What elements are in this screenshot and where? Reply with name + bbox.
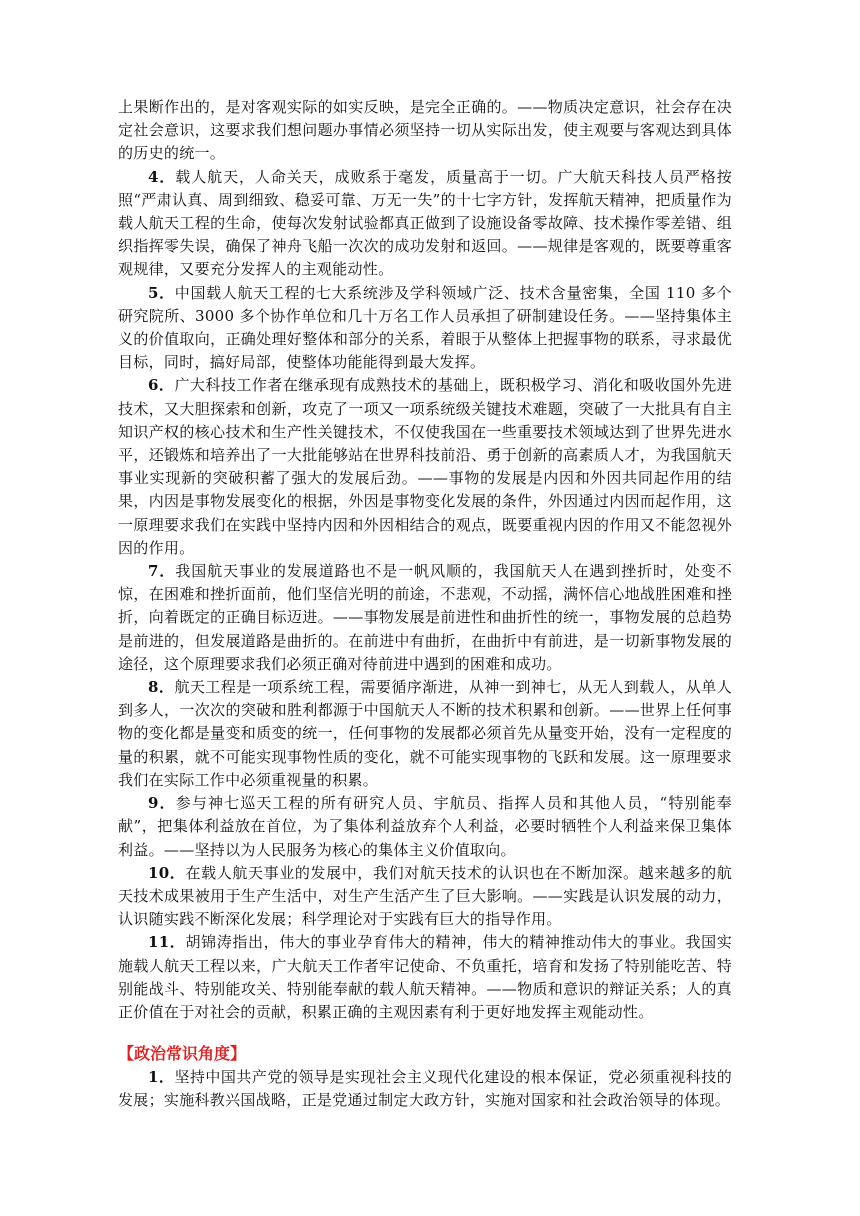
item-text: 我国航天事业的发展道路也不是一帆风顺的，我国航天人在遇到挫折时，处变不惊，在困难和挫折面前，他们坚信光明的前途，不悲观，不动摇，满怀信心地战胜困难和挫折，向着既定的正确目标迈进。——事物发展是前进性和曲折性的统一，事物发展的总趋势是前进的，但发展道路是曲折的。在前进中有曲折，在曲折中有前进，是一切新事物发展的途径，这个原理要求我们必须正确对待前进中遇到的困难和成功。 <box>118 562 732 673</box>
item-text: 参与神七巡天工程的所有研究人员、宇航员、指挥人员和其他人员，“特别能奉献”，把集体利益放在首位，为了集体利益放弃个人利益，必要时牺牲个人利益来保卫集体利益。——坚持以为人民服务为核心的集体主义价值取向。 <box>118 794 733 859</box>
section-item-1-paragraph <box>118 1066 732 1112</box>
item-7-paragraph <box>118 560 732 676</box>
item-text: 载人航天，人命关天，成败系于毫发，质量高于一切。广大航天科技人员严格按照“严肃认真、周到细致、稳妥可靠、万无一失”的十七字方针，发挥航天精神，把质量作为载人航天工程的生命，使每次发射试验都真正做到了设施设备零故障、技术操作零差错、组织指挥零失误，确保了神舟飞船一次次的成功发射和返回。——规律是客观的，既要尊重客观规律，又要充分发挥人的主观能动性。 <box>118 167 732 279</box>
item-number: 7． <box>148 562 176 581</box>
item-text: 胡锦涛指出，伟大的事业孕育伟大的精神，伟大的精神推动伟大的事业。我国实施载人航天工程以来，广大航天工作者牢记使命、不负重托，培育和发扬了特别能吃苦、特别能战斗、特别能攻关、特别能奉献的载人航天精神。——物质和意识的辩证关系；人的真正价值在于对社会的贡献，积累正确的主观因素有利于更好地发挥主观能动性。 <box>118 933 732 1021</box>
item-6-paragraph <box>118 374 732 560</box>
item-text: 在载人航天事业的发展中，我们对航天技术的认识也在不断加深。越来越多的航天技术成果被用于生产生活中，对生产生活产生了巨大影响。——实践是认识发展的动力，认识随实践不断深化发展；科学理论对于实践有巨大的指导作用。 <box>118 863 732 929</box>
item-text: 中国载人航天工程的七大系统涉及学科领域广泛、技术含量密集，全国 110 多个研究院所、3000 多个协作单位和几十万名工作人员承担了研制建设任务。——坚持集体主义的价值取向，正确处理好整体和部分的关系，着眼于从整体上把握事物的联系，寻求最优目标，同时，搞好局部，使整体功能能得到最大发挥。 <box>118 283 732 372</box>
item-number: 8． <box>148 678 175 697</box>
continuation-paragraph: 上果断作出的，是对客观实际的如实反映，是完全正确的。——物质决定意识，社会存在决定社会意识，这要求我们想问题办事情必须坚持一切从实际出发，使主观要与客观达到具体的历史的统一。 <box>118 98 732 163</box>
item-8-paragraph <box>118 676 732 792</box>
item-5-paragraph <box>118 282 732 375</box>
item-number: 10． <box>148 863 186 882</box>
item-text: 广大科技工作者在继承现有成熟技术的基础上，既积极学习、消化和吸收国外先进技术，又大胆探索和创新，攻克了一项又一项系统级关键技术难题，突破了一大批具有自主知识产权的核心技术和生产性关键技术，不仅使我国在一些重要技术领域达到了世界先进水平，还锻炼和培养出了一大批能够站在世界科技前沿、勇于创新的高素质人才，为我国航天事业实现新的突破积蓄了强大的发展后劲。——事物的发展是内因和外因共同起作用的结果，内因是事物发展变化的根据，外因是事物变化发展的条件，外因通过内因而起作用，这一原理要求我们在实践中坚持内因和外因相结合的观点，既要重视内因的作用又不能忽视外因的作用。 <box>118 376 732 557</box>
item-number: 5． <box>148 283 175 302</box>
item-9-paragraph <box>118 792 732 862</box>
item-number: 1． <box>148 1068 175 1087</box>
section-heading: 【政治常识角度】 <box>118 1044 247 1064</box>
item-text: 坚持中国共产党的领导是实现社会主义现代化建设的根本保证，党必须重视科技的发展；实施科教兴国战略，正是党通过制定大政方针，实施对国家和社会政治领导的体现。 <box>118 1068 732 1110</box>
item-number: 4． <box>148 167 176 186</box>
item-11-paragraph <box>118 931 732 1024</box>
item-4-paragraph <box>118 166 732 282</box>
item-number: 6． <box>148 376 175 395</box>
item-number: 9． <box>148 794 176 813</box>
item-10-paragraph <box>118 862 732 932</box>
item-number: 11． <box>148 933 186 952</box>
item-text: 航天工程是一项系统工程，需要循序渐进，从神一到神七，从无人到载人，从单人到多人，一次次的突破和胜利都源于中国航天人不断的技术积累和创新。——世界上任何事物的变化都是量变和质变的统一，任何事物的发展都必须首先从量变开始，没有一定程度的量的积累，就不可能实现事物性质的变化，就不可能实现事物的飞跃和发展。这一原理要求我们在实际工作中必须重视量的积累。 <box>118 678 732 789</box>
